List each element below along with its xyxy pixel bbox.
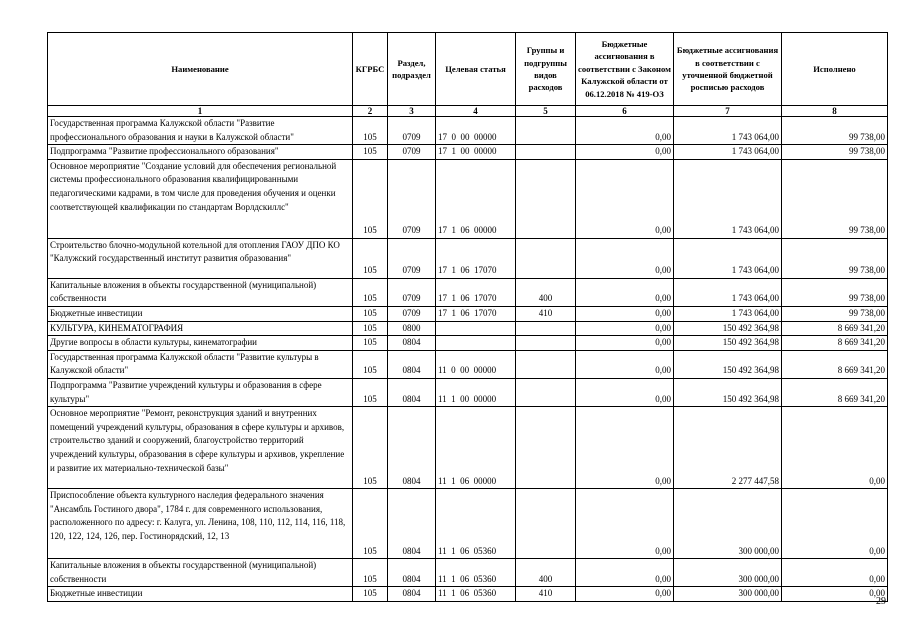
row-section: 0804: [388, 407, 436, 489]
table-row: [48, 587, 888, 602]
row-alloc-law: 0,00: [576, 117, 674, 145]
table-row: [48, 559, 888, 587]
row-target: 11 1 06 00000: [436, 407, 516, 489]
row-name: Основное мероприятие "Ремонт, реконструкция зданий и внутренних помещений учреждений культуры, образования в сфере культуры и архивов, строительство зданий и сооружений, благоустройство территорий учреждений культуры, образования в сфере культуры и архивов, укрепление и развитие их материально-технической базы": [48, 407, 353, 489]
row-kgrbs: 105: [353, 559, 388, 587]
header-groups: Группы и подгруппы видов расходов: [516, 33, 576, 106]
row-group: [516, 350, 576, 378]
column-number-row: [48, 106, 888, 117]
header-kgrbs: КГРБС: [353, 33, 388, 106]
row-name: Подпрограмма "Развитие профессионального образования": [48, 145, 353, 160]
header-name: Наименование: [48, 33, 353, 106]
header-section: Раздел, подраздел: [388, 33, 436, 106]
row-alloc-updated: 2 277 447,58: [674, 407, 782, 489]
table-row: [48, 489, 888, 559]
row-kgrbs: 105: [353, 278, 388, 306]
row-alloc-law: 0,00: [576, 378, 674, 406]
row-group: [516, 117, 576, 145]
row-executed: 99 738,00: [782, 306, 888, 321]
row-group: [516, 336, 576, 351]
row-target: 17 1 06 17070: [436, 278, 516, 306]
row-name: Строительство блочно-модульной котельной для отопления ГАОУ ДПО КО "Калужский государственный институт развития образования": [48, 238, 353, 278]
row-alloc-law: 0,00: [576, 407, 674, 489]
table-row: [48, 336, 888, 351]
row-section: 0804: [388, 378, 436, 406]
row-alloc-updated: 150 492 364,98: [674, 336, 782, 351]
row-executed: 99 738,00: [782, 159, 888, 238]
row-section: 0709: [388, 278, 436, 306]
row-target: 11 0 00 00000: [436, 350, 516, 378]
row-target: 11 1 06 05360: [436, 587, 516, 602]
row-name: Государственная программа Калужской области "Развитие профессионального образования и науки в Калужской области": [48, 117, 353, 145]
row-executed: 8 669 341,20: [782, 378, 888, 406]
row-group: [516, 489, 576, 559]
row-alloc-law: 0,00: [576, 278, 674, 306]
row-alloc-updated: 1 743 064,00: [674, 145, 782, 160]
row-kgrbs: 105: [353, 238, 388, 278]
table-row: [48, 278, 888, 306]
row-kgrbs: 105: [353, 321, 388, 336]
row-group: 400: [516, 559, 576, 587]
column-number: 6: [576, 106, 674, 117]
row-group: [516, 407, 576, 489]
row-alloc-law: 0,00: [576, 321, 674, 336]
header-alloc-law: Бюджетные ассигнования в соответствии с Законом Калужской области от 06.12.2018 № 419-ОЗ: [576, 33, 674, 106]
row-target: 11 1 06 05360: [436, 489, 516, 559]
column-number: 8: [782, 106, 888, 117]
row-kgrbs: 105: [353, 407, 388, 489]
row-alloc-law: 0,00: [576, 350, 674, 378]
row-alloc-law: 0,00: [576, 145, 674, 160]
row-executed: 99 738,00: [782, 117, 888, 145]
row-executed: 0,00: [782, 559, 888, 587]
row-target: 17 0 00 00000: [436, 117, 516, 145]
header-target: Целевая статья: [436, 33, 516, 106]
row-group: [516, 145, 576, 160]
row-section: 0709: [388, 306, 436, 321]
row-group: 400: [516, 278, 576, 306]
column-number: 4: [436, 106, 516, 117]
row-name: Основное мероприятие "Создание условий для обеспечения региональной системы профессионального образования квалифицированными педагогическими кадрами, в том числе для проведения обучения и оценки соответствующей квалификации по стандартам Ворлдскиллс": [48, 159, 353, 238]
row-alloc-law: 0,00: [576, 238, 674, 278]
row-section: 0709: [388, 145, 436, 160]
column-number: 5: [516, 106, 576, 117]
table-row: [48, 117, 888, 145]
table-row: [48, 238, 888, 278]
row-group: [516, 378, 576, 406]
row-section: 0804: [388, 489, 436, 559]
table-row: [48, 159, 888, 238]
row-executed: 99 738,00: [782, 145, 888, 160]
row-kgrbs: 105: [353, 378, 388, 406]
row-alloc-updated: 1 743 064,00: [674, 278, 782, 306]
row-alloc-updated: 1 743 064,00: [674, 306, 782, 321]
row-executed: 0,00: [782, 407, 888, 489]
row-kgrbs: 105: [353, 306, 388, 321]
column-number: 1: [48, 106, 353, 117]
row-kgrbs: 105: [353, 489, 388, 559]
row-alloc-updated: 300 000,00: [674, 559, 782, 587]
row-group: [516, 159, 576, 238]
row-alloc-updated: 300 000,00: [674, 489, 782, 559]
row-executed: 8 669 341,20: [782, 350, 888, 378]
row-target: 17 1 06 17070: [436, 238, 516, 278]
row-alloc-law: 0,00: [576, 159, 674, 238]
budget-table: [47, 32, 888, 602]
row-name: КУЛЬТУРА, КИНЕМАТОГРАФИЯ: [48, 321, 353, 336]
row-section: 0709: [388, 117, 436, 145]
row-executed: 99 738,00: [782, 238, 888, 278]
table-row: [48, 378, 888, 406]
row-alloc-updated: 150 492 364,98: [674, 350, 782, 378]
row-kgrbs: 105: [353, 159, 388, 238]
column-number: 3: [388, 106, 436, 117]
row-name: Другие вопросы в области культуры, кинематографии: [48, 336, 353, 351]
row-group: [516, 238, 576, 278]
row-section: 0800: [388, 321, 436, 336]
row-name: Приспособление объекта культурного наследия федерального значения "Ансамбль Гостиного двора", 1784 г. для современного использования, расположенного по адресу: г. Калуга, ул. Ленина, 108, 110, 112, 114, 116, 118, 120, 122, 124, 126, пер. Гостинорядский, 12, 13: [48, 489, 353, 559]
row-group: 410: [516, 306, 576, 321]
row-section: 0804: [388, 587, 436, 602]
row-group: 410: [516, 587, 576, 602]
row-group: [516, 321, 576, 336]
header-alloc-updated: Бюджетные ассигнования в соответствии с уточненной бюджетной росписью расходов: [674, 33, 782, 106]
table-row: [48, 350, 888, 378]
column-number: 7: [674, 106, 782, 117]
row-name: Бюджетные инвестиции: [48, 587, 353, 602]
row-executed: 0,00: [782, 587, 888, 602]
row-target: 17 1 06 17070: [436, 306, 516, 321]
row-target: [436, 321, 516, 336]
row-name: Капитальные вложения в объекты государственной (муниципальной) собственности: [48, 278, 353, 306]
header-row: [48, 33, 888, 106]
row-section: 0709: [388, 159, 436, 238]
row-alloc-law: 0,00: [576, 587, 674, 602]
row-executed: 8 669 341,20: [782, 336, 888, 351]
row-alloc-updated: 1 743 064,00: [674, 159, 782, 238]
row-name: Подпрограмма "Развитие учреждений культуры и образования в сфере культуры": [48, 378, 353, 406]
row-name: Бюджетные инвестиции: [48, 306, 353, 321]
row-name: Государственная программа Калужской области "Развитие культуры в Калужской области": [48, 350, 353, 378]
row-alloc-updated: 150 492 364,98: [674, 378, 782, 406]
page-number: 29: [876, 596, 886, 607]
row-executed: 99 738,00: [782, 278, 888, 306]
row-alloc-law: 0,00: [576, 489, 674, 559]
row-alloc-updated: 1 743 064,00: [674, 117, 782, 145]
row-executed: 0,00: [782, 489, 888, 559]
row-name: Капитальные вложения в объекты государственной (муниципальной) собственности: [48, 559, 353, 587]
table-row: [48, 407, 888, 489]
row-kgrbs: 105: [353, 587, 388, 602]
row-kgrbs: 105: [353, 117, 388, 145]
row-kgrbs: 105: [353, 350, 388, 378]
row-alloc-updated: 1 743 064,00: [674, 238, 782, 278]
row-target: 17 1 00 00000: [436, 145, 516, 160]
row-alloc-updated: 300 000,00: [674, 587, 782, 602]
row-section: 0804: [388, 559, 436, 587]
column-number: 2: [353, 106, 388, 117]
row-executed: 8 669 341,20: [782, 321, 888, 336]
table-row: [48, 321, 888, 336]
row-target: 11 1 06 05360: [436, 559, 516, 587]
table-row: [48, 145, 888, 160]
row-kgrbs: 105: [353, 145, 388, 160]
row-alloc-updated: 150 492 364,98: [674, 321, 782, 336]
header-executed: Исполнено: [782, 33, 888, 106]
table-row: [48, 306, 888, 321]
row-target: 17 1 06 00000: [436, 159, 516, 238]
row-section: 0804: [388, 350, 436, 378]
row-alloc-law: 0,00: [576, 336, 674, 351]
row-alloc-law: 0,00: [576, 306, 674, 321]
row-target: [436, 336, 516, 351]
row-section: 0709: [388, 238, 436, 278]
row-section: 0804: [388, 336, 436, 351]
row-target: 11 1 00 00000: [436, 378, 516, 406]
row-alloc-law: 0,00: [576, 559, 674, 587]
row-kgrbs: 105: [353, 336, 388, 351]
